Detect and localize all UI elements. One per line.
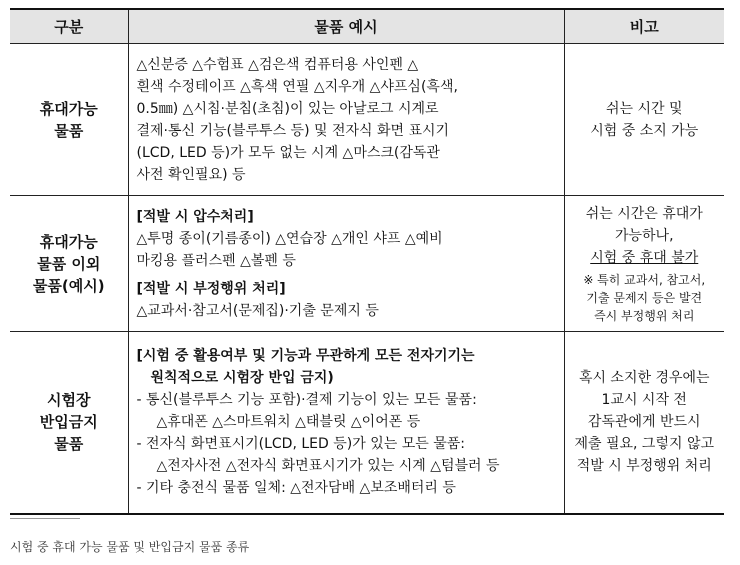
header-examples: 물품 예시 (128, 9, 564, 44)
note-prohibited: 혹시 소지한 경우에는 1교시 시작 전 감독관에게 반드시 제출 필요, 그렇지 않고 적발 시 부정행위 처리 (564, 332, 724, 514)
row-prohibited (10, 332, 724, 514)
category-non-portable: 휴대가능 물품 이외 물품(예시) (10, 196, 128, 332)
prohibited-heading-1: [시험 중 활용여부 및 기능과 무관하게 모든 전자기기는 (136, 348, 475, 365)
note-portable: 쉬는 시간 및 시험 중 소지 가능 (564, 44, 724, 196)
category-portable: 휴대가능 물품 (10, 44, 128, 196)
examples-portable: △신분증 △수험표 △검은색 컴퓨터용 사인펜 △ 흰색 수정테이프 △흑색 연필 △지우개 △샤프심(흑색, 0.5㎜) △시침·분침(초침)이 있는 아날로그 시계로 결제·통신 기능(블루투스 등) 및 전자식 화면 표시기 (LCD, LED 등)가 모두 없는 시계 △마스크(감독관 사전 확인필요) 등 (128, 44, 564, 196)
examples-prohibited: [시험 중 활용여부 및 기능과 무관하게 모든 전자기기는 원칙적으로 시험장 반입 금지) - 통신(블루투스 기능 포함)·결제 기능이 있는 모든 물품: △휴대폰 △스마트워치 △태블릿 △이어폰 등 - 전자식 화면표시기(LCD, LED 등)가 있는 모든 물품: △전자사전 △전자식 화면표시기가 있는 시계 △텀블러 등 - 기타 충전식 물품 일체: △전자담배 △보조배터리 등 (128, 332, 564, 514)
prohibited-heading-2: 원칙적으로 시험장 반입 금지) (150, 370, 334, 387)
row-non-portable (10, 196, 724, 332)
misconduct-heading: [적발 시 부정행위 처리] (136, 280, 286, 297)
header-category: 구분 (10, 9, 128, 44)
category-prohibited: 시험장 반입금지 물품 (10, 332, 128, 514)
caption-divider (10, 518, 80, 519)
examples-non-portable: [적발 시 압수처리] △투명 종이(기름종이) △연습장 △개인 샤프 △예비 마킹용 플러스펜 △볼펜 등 [적발 시 부정행위 처리] △교과서·참고서(문제집)·기출 문제지 등 (128, 196, 564, 332)
header-row (10, 9, 724, 44)
row-portable (10, 44, 724, 196)
figure-caption: 시험 중 휴대 가능 물품 및 반입금지 물품 종류 (10, 540, 250, 554)
confiscation-heading: [적발 시 압수처리] (136, 208, 254, 225)
note-non-portable: 쉬는 시간은 휴대가 가능하나, 시험 중 휴대 불가 ※ 특히 교과서, 참고서, 기출 문제지 등은 발견 즉시 부정행위 처리 (564, 196, 724, 332)
header-notes: 비고 (564, 9, 724, 44)
items-table (10, 8, 724, 515)
note-underline: 시험 중 휴대 불가 (590, 249, 699, 266)
